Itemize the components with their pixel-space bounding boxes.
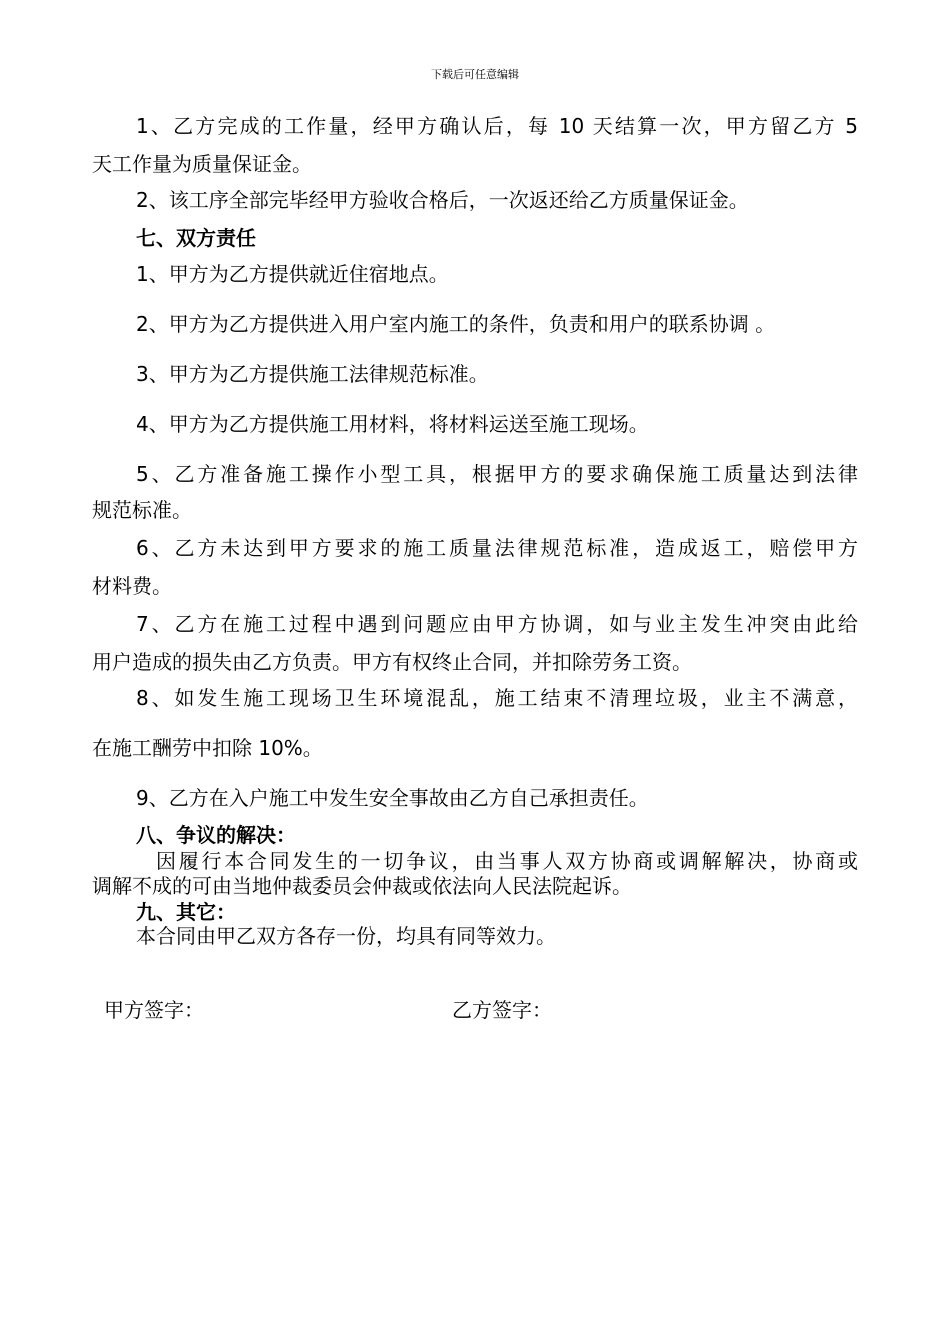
duty-item-5: 5、乙方准备施工操作小型工具，根据甲方的要求确保施工质量达到法律 <box>136 462 858 486</box>
duty-item-7-cont: 用户造成的损失由乙方负责。甲方有权终止合同，并扣除劳务工资。 <box>92 650 692 674</box>
party-a-signature-label: 甲方签字： <box>104 998 204 1022</box>
duty-item-1: 1、甲方为乙方提供就近住宿地点。 <box>136 262 449 286</box>
other-clause: 本合同由甲乙双方各存一份，均具有同等效力。 <box>136 924 556 948</box>
settlement-clause-2: 2、该工序全部完毕经甲方验收合格后，一次返还给乙方质量保证金。 <box>136 188 749 212</box>
duty-item-6: 6、乙方未达到甲方要求的施工质量法律规范标准，造成返工，赔偿甲方 <box>136 536 858 560</box>
duty-item-2: 2、甲方为乙方提供进入用户室内施工的条件，负责和用户的联系协调 。 <box>136 312 776 336</box>
section-7-heading: 七、双方责任 <box>136 226 256 250</box>
duty-item-5-cont: 规范标准。 <box>92 498 192 522</box>
settlement-clause-1: 1、乙方完成的工作量，经甲方确认后，每 10 天结算一次，甲方留乙方 5 <box>136 114 858 138</box>
settlement-clause-1-cont: 天工作量为质量保证金。 <box>92 152 312 176</box>
duty-item-3: 3、甲方为乙方提供施工法律规范标准。 <box>136 362 489 386</box>
dispute-clause: 因履行本合同发生的一切争议，由当事人双方协商或调解解决，协商或 <box>156 849 858 873</box>
header-note: 下载后可任意编辑 <box>431 68 519 81</box>
dispute-clause-cont: 调解不成的可由当地仲裁委员会仲裁或依法向人民法院起诉。 <box>92 874 632 898</box>
party-b-signature-label: 乙方签字： <box>452 998 552 1022</box>
duty-item-7: 7、乙方在施工过程中遇到问题应由甲方协调，如与业主发生冲突由此给 <box>136 612 858 636</box>
duty-item-4: 4、甲方为乙方提供施工用材料，将材料运送至施工现场。 <box>136 412 649 436</box>
duty-item-8-cont: 在施工酬劳中扣除 10%。 <box>92 736 323 760</box>
duty-item-8: 8、如发生施工现场卫生环境混乱，施工结束不清理垃圾，业主不满意， <box>136 686 858 710</box>
section-9-heading: 九、其它： <box>136 900 236 924</box>
duty-item-9: 9、乙方在入户施工中发生安全事故由乙方自己承担责任。 <box>136 786 649 810</box>
section-8-heading: 八、争议的解决： <box>136 823 296 847</box>
duty-item-6-cont: 材料费。 <box>92 574 172 598</box>
